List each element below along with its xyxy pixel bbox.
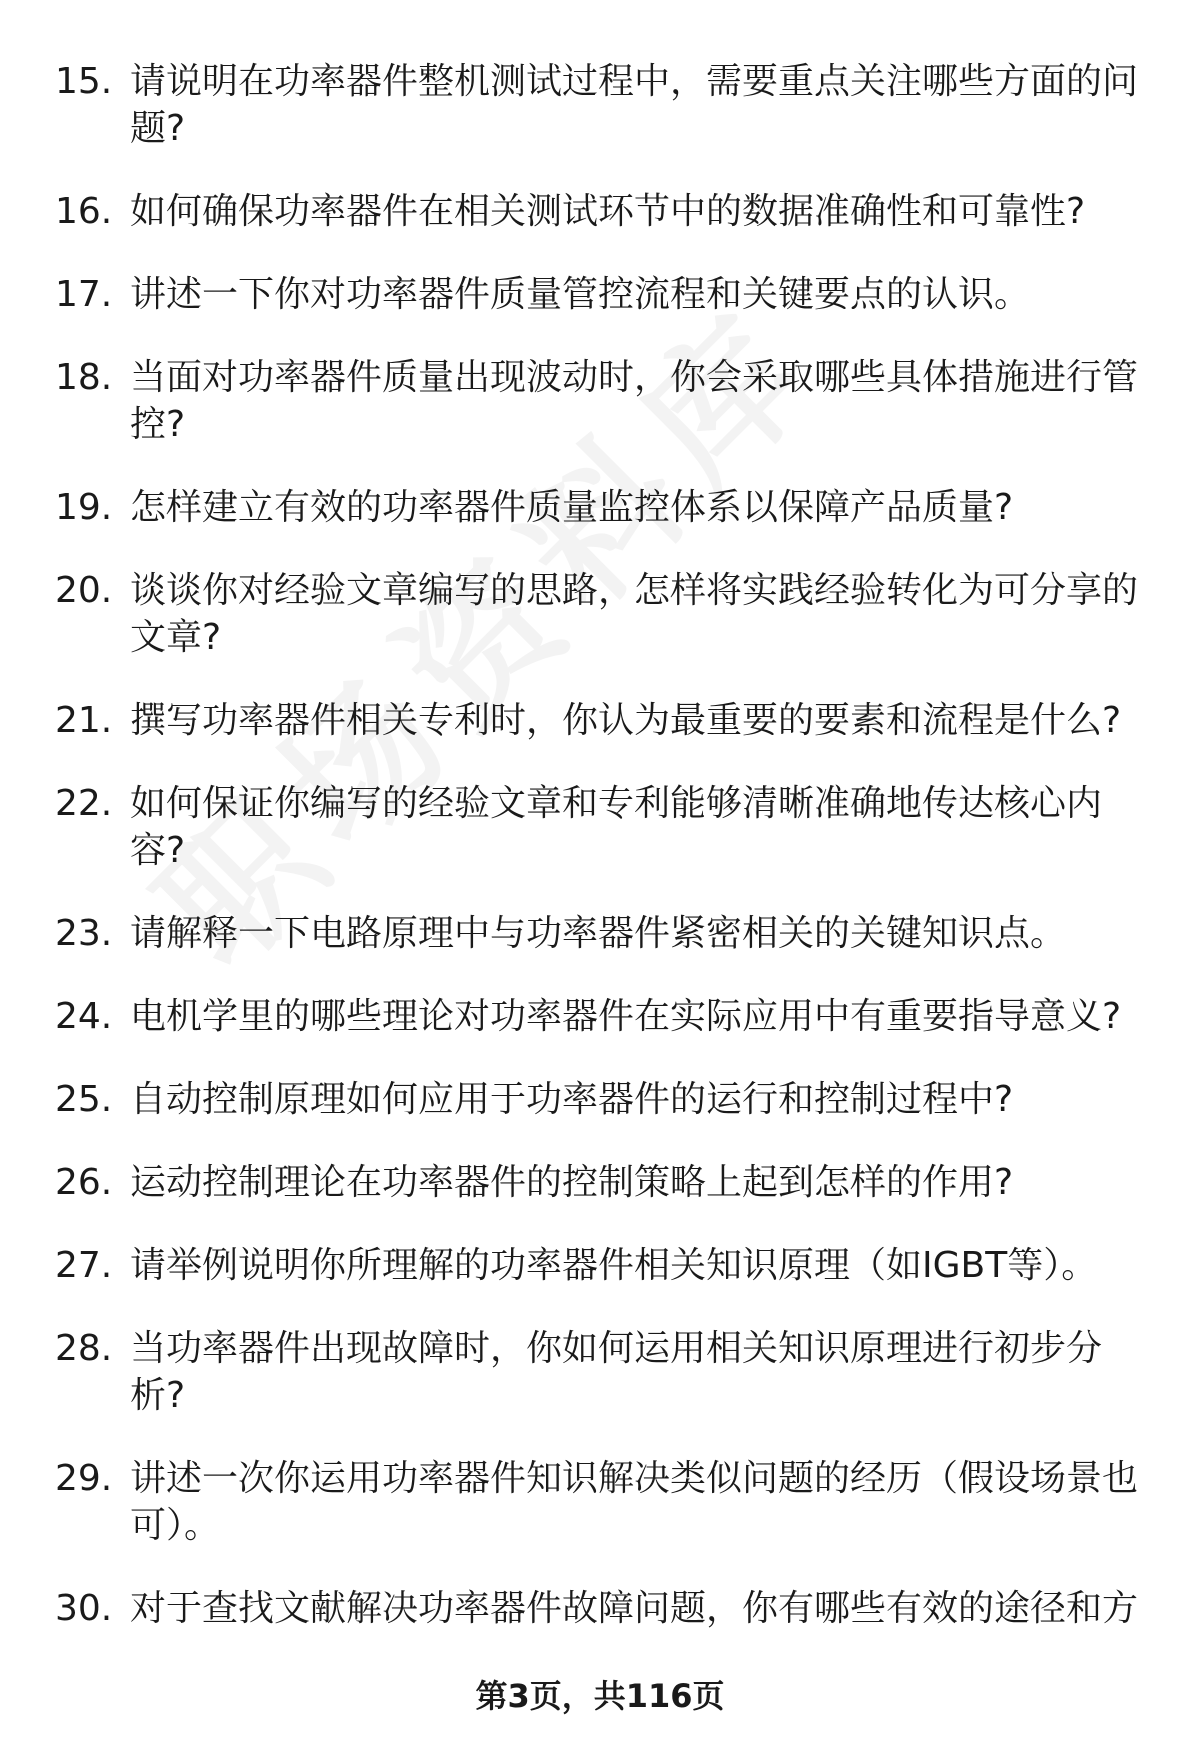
question-text: 讲述一次你运用功率器件知识解决类似问题的经历（假设场景也可）。 — [130, 1458, 1139, 1546]
question-list — [0, 58, 1200, 1668]
question-text: 请说明在功率器件整机测试过程中，需要重点关注哪些方面的问题? — [130, 61, 1139, 149]
question-item — [0, 993, 1200, 1040]
question-item — [0, 1585, 1200, 1632]
question-number: 26. — [55, 1162, 113, 1203]
page-number-footer: 第3页，共116页 — [475, 1677, 725, 1715]
question-number: 24. — [55, 996, 113, 1037]
question-number: 15. — [55, 61, 113, 102]
question-item — [0, 58, 1200, 152]
question-text: 当功率器件出现故障时，你如何运用相关知识原理进行初步分析? — [130, 1328, 1103, 1416]
question-item — [0, 1455, 1200, 1549]
question-text: 当面对功率器件质量出现波动时，你会采取哪些具体措施进行管控? — [130, 357, 1139, 445]
question-item — [0, 484, 1200, 531]
question-number: 16. — [55, 191, 113, 232]
question-number: 21. — [55, 700, 113, 741]
question-number: 18. — [55, 357, 113, 398]
question-text: 请解释一下电路原理中与功率器件紧密相关的关键知识点。 — [130, 913, 1067, 954]
question-text: 运动控制理论在功率器件的控制策略上起到怎样的作用? — [130, 1162, 1014, 1203]
question-text: 撰写功率器件相关专利时，你认为最重要的要素和流程是什么? — [130, 700, 1122, 741]
question-item — [0, 697, 1200, 744]
question-item — [0, 1159, 1200, 1206]
question-number: 17. — [55, 274, 113, 315]
question-number: 23. — [55, 913, 113, 954]
question-item — [0, 1076, 1200, 1123]
question-item — [0, 780, 1200, 874]
question-item — [0, 188, 1200, 235]
question-item — [0, 567, 1200, 661]
question-number: 25. — [55, 1079, 113, 1120]
question-text: 如何保证你编写的经验文章和专利能够清晰准确地传达核心内容? — [130, 783, 1103, 871]
question-item — [0, 1325, 1200, 1419]
question-item — [0, 354, 1200, 448]
question-text: 电机学里的哪些理论对功率器件在实际应用中有重要指导意义? — [130, 996, 1122, 1037]
question-text: 如何确保功率器件在相关测试环节中的数据准确性和可靠性? — [130, 191, 1086, 232]
question-text: 对于查找文献解决功率器件故障问题，你有哪些有效的途径和方 — [130, 1588, 1139, 1629]
question-number: 30. — [55, 1588, 113, 1629]
question-item — [0, 910, 1200, 957]
question-text: 讲述一下你对功率器件质量管控流程和关键要点的认识。 — [130, 274, 1031, 315]
question-text: 谈谈你对经验文章编写的思路，怎样将实践经验转化为可分享的文章? — [130, 570, 1139, 658]
question-item — [0, 1242, 1200, 1289]
question-text: 自动控制原理如何应用于功率器件的运行和控制过程中? — [130, 1079, 1014, 1120]
question-number: 27. — [55, 1245, 113, 1286]
question-number: 22. — [55, 783, 113, 824]
question-text: 怎样建立有效的功率器件质量监控体系以保障产品质量? — [130, 487, 1014, 528]
question-text: 请举例说明你所理解的功率器件相关知识原理（如IGBT等）。 — [130, 1245, 1098, 1286]
question-number: 28. — [55, 1328, 113, 1369]
question-number: 29. — [55, 1458, 113, 1499]
question-item — [0, 271, 1200, 318]
question-number: 19. — [55, 487, 113, 528]
question-number: 20. — [55, 570, 113, 611]
